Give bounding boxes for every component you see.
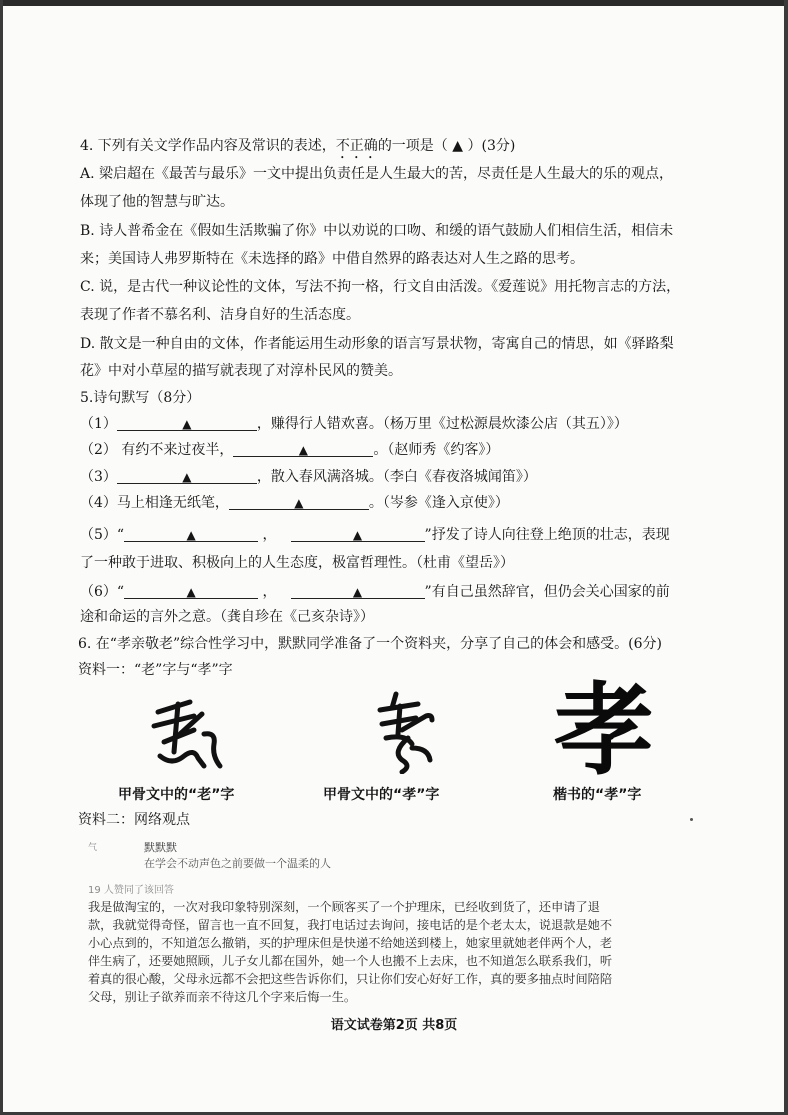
answer-line-2: 款，我就觉得奇怪，留言也一直不回复，我打电话过去询问，接电话的是个老太太，说退款是她不	[88, 918, 613, 932]
q6-material-1-title: 资料一：“老”字与“孝”字	[78, 662, 233, 678]
scan-speck	[690, 818, 693, 821]
fill-blank[interactable]	[117, 467, 257, 484]
q5-item-3	[80, 467, 537, 487]
q5-item-1-num: （1）	[80, 416, 117, 432]
q4-stem-answer: 的一项是（ ▲ ）(3分)	[377, 138, 516, 154]
q4-stem-text: 4. 下列有关文学作品内容及常识的表述，	[80, 138, 336, 154]
web-answer-screenshot	[86, 836, 676, 1012]
q5-item-5-desc: ”抒发了诗人向往登上绝顶的壮志，表现	[424, 527, 670, 543]
q5-item-1-source: ，赚得行人错欢喜。（杨万里《过松源晨炊漆公店（其五）》）	[256, 416, 628, 432]
q5-item-4	[80, 493, 509, 513]
q6-title: 6. 在“孝亲敬老”综合性学习中，默默同学准备了一个资料夹，分享了自己的体会和感受。(6分)	[78, 636, 662, 652]
q4-stem	[80, 136, 515, 162]
q5-item-5-num: （5）“	[80, 527, 125, 543]
q4-option-a-line1: A. 梁启超在《最苦与最乐》一文中提出负责任是人生最大的苦，尽责任是人生最大的乐的观点，	[80, 166, 674, 182]
q5-item-6-comma: ，	[258, 584, 277, 600]
answer-line-1: 我是做淘宝的，一次对我印象特别深刻，一个顾客买了一个护理床，已经收到货了，还申请了退	[88, 900, 600, 914]
q5-item-4-source: 。（岑参《逢入京使》）	[368, 495, 509, 511]
q4-option-c-line1: C. 说，是古代一种议论性的文体，写法不拘一格，行文自由活泼。《爱莲说》用托物言志的方法，	[80, 279, 681, 295]
q5-item-6-num: （6）“	[80, 584, 125, 600]
q5-item-2	[80, 440, 499, 460]
triangle-marker: ▲	[294, 496, 304, 510]
fill-blank[interactable]	[233, 440, 373, 457]
q5-title: 5.诗句默写（8分）	[80, 390, 201, 406]
page-footer: 语文试卷第2页 共8页	[330, 1018, 458, 1033]
scan-border-right	[784, 0, 788, 1115]
caption-oracle-xiao: 甲骨文中的“孝”字	[323, 787, 440, 803]
scan-border-left	[0, 0, 3, 1115]
q5-item-6	[80, 582, 670, 602]
q5-item-5	[80, 525, 670, 545]
q4-option-d-line1: D. 散文是一种自由的文体，作者能运用生动形象的语言写景状物，寄寓自己的情思，如《驿路梨	[80, 336, 674, 352]
q5-item-5-comma: ，	[258, 527, 277, 543]
q5-item-3-source: ，散入春风满洛城。（李白《春夜洛城闻笛》）	[256, 469, 537, 485]
triangle-marker: ▲	[182, 470, 192, 484]
answer-line-6: 父母，别让子欲养而亲不待这几个字来后悔一生。	[88, 990, 357, 1004]
triangle-marker: ▲	[186, 585, 196, 599]
answer-tag: 气	[88, 843, 98, 853]
q6-material-2-title: 资料二：网络观点	[78, 812, 190, 828]
q5-item-5-line2: 了一种敢于进取、积极向上的人生态度，极富哲理性。（杜甫《望岳》）	[80, 555, 514, 571]
answer-line-3: 小心点到的，不知道怎么撤销，买的护理床但是快递不给她送到楼上，她家里就她老伴两个人，老	[88, 936, 613, 950]
q5-item-1	[80, 414, 628, 434]
q4-option-a-line2: 体现了他的智慧与旷达。	[80, 194, 234, 210]
q4-emphasis: 不正确	[335, 138, 378, 154]
fill-blank[interactable]	[124, 582, 258, 599]
scan-border-top	[0, 0, 788, 6]
caption-kaishu-xiao: 楷书的“孝”字	[553, 787, 642, 803]
kaishu-xiao-char: 孝	[554, 671, 654, 789]
answer-user-bio: 在学会不动声色之前要做一个温柔的人	[144, 857, 331, 870]
fill-blank[interactable]	[124, 525, 258, 542]
answer-username: 默默默	[144, 841, 177, 854]
q5-item-2-text: （2） 有约不来过夜半，	[80, 442, 234, 458]
q4-option-b-line1: B. 诗人普希金在《假如生活欺骗了你》中以劝说的口吻、和缓的语气鼓励人们相信生活，相信未	[80, 223, 674, 239]
answer-line-5: 着真的很心酸，父母永远都不会把这些告诉你们，只让你们安心好好工作，真的要多抽点时间陪陪	[88, 972, 613, 986]
q5-item-4-text: （4）马上相逢无纸笔，	[80, 495, 229, 511]
fill-blank[interactable]	[291, 525, 425, 542]
triangle-marker: ▲	[352, 585, 363, 599]
answer-likes: 19 人赞同了该回答	[88, 885, 174, 896]
answer-line-4: 伴生病了，还要她照顾，儿子女儿都在国外，她一个人也搬不上去床，也不知道怎么联系我们，听	[88, 954, 613, 968]
fill-blank[interactable]	[291, 582, 425, 599]
triangle-marker: ▲	[298, 443, 308, 457]
caption-oracle-lao: 甲骨文中的“老”字	[118, 787, 235, 803]
oracle-lao-glyph	[150, 694, 230, 774]
q5-item-3-num: （3）	[80, 469, 117, 485]
q5-item-6-desc: ”有自己虽然辞官，但仍会关心国家的前	[424, 584, 670, 600]
triangle-marker: ▲	[186, 528, 196, 542]
oracle-xiao-glyph	[372, 690, 442, 774]
triangle-marker: ▲	[182, 417, 192, 431]
q5-item-2-source: 。（赵师秀《约客》）	[373, 442, 500, 458]
fill-blank[interactable]	[117, 414, 257, 431]
q4-option-d-line2: 花》中对小草屋的描写就表现了对淳朴民风的赞美。	[80, 363, 402, 379]
q4-option-b-line2: 来；美国诗人弗罗斯特在《未选择的路》中借自然界的路表达对人生之路的思考。	[80, 251, 584, 267]
triangle-marker: ▲	[352, 528, 363, 542]
q4-option-c-line2: 表现了作者不慕名利、洁身自好的生活态度。	[80, 307, 360, 323]
q5-item-6-line2: 途和命运的言外之意。（龚自珍在《己亥杂诗》）	[80, 609, 374, 625]
fill-blank[interactable]	[229, 493, 369, 510]
